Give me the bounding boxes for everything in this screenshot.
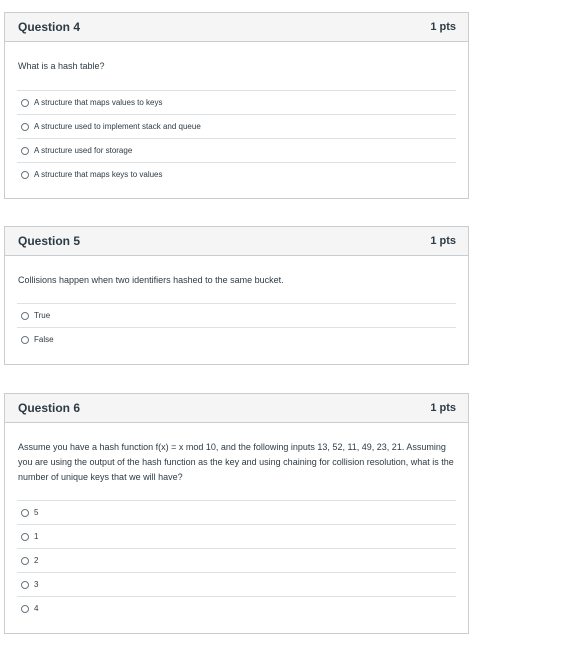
answer-label: 3 [34, 580, 39, 589]
question-header [5, 227, 468, 256]
question-title: Question 6 [18, 401, 81, 415]
answer-label: False [34, 335, 54, 344]
answer-option[interactable] [17, 327, 456, 351]
answer-label: 1 [34, 532, 39, 541]
answer-label: 2 [34, 556, 39, 565]
question-5 [4, 226, 469, 365]
answer-list [17, 90, 456, 186]
radio-button[interactable] [21, 147, 29, 155]
radio-button[interactable] [21, 509, 29, 517]
question-points: 1 pts [430, 235, 456, 247]
radio-button[interactable] [21, 99, 29, 107]
answer-label: A structure used for storage [34, 146, 133, 155]
question-text: Assume you have a hash function f(x) = x mod 10, and the following inputs 13, 52, 11, 49, 23, 21. Assuming you are using the output of the hash function as the key and using chaining for collision resolution, what is the number of unique keys that we will have? [18, 442, 454, 482]
radio-button[interactable] [21, 123, 29, 131]
answer-option[interactable] [17, 162, 456, 186]
answer-label: A structure that maps values to keys [34, 98, 163, 107]
radio-button[interactable] [21, 336, 29, 344]
answer-list [17, 303, 456, 351]
answer-label: A structure that maps keys to values [34, 170, 163, 179]
answer-label: 5 [34, 508, 39, 517]
radio-button[interactable] [21, 581, 29, 589]
answer-option[interactable] [17, 90, 456, 114]
answer-option[interactable] [17, 596, 456, 620]
answer-label: True [34, 311, 51, 320]
question-points: 1 pts [430, 21, 456, 33]
answer-option[interactable] [17, 500, 456, 524]
answer-option[interactable] [17, 138, 456, 162]
radio-button[interactable] [21, 533, 29, 541]
radio-button[interactable] [21, 605, 29, 613]
answer-option[interactable] [17, 524, 456, 548]
question-title: Question 4 [18, 20, 81, 34]
answer-label: A structure used to implement stack and queue [34, 122, 201, 131]
answer-option[interactable] [17, 572, 456, 596]
answer-option[interactable] [17, 114, 456, 138]
question-4 [4, 12, 469, 199]
question-points: 1 pts [430, 402, 456, 414]
answer-label: 4 [34, 604, 39, 613]
radio-button[interactable] [21, 312, 29, 320]
question-header [5, 13, 468, 42]
answer-option[interactable] [17, 303, 456, 327]
answer-option[interactable] [17, 548, 456, 572]
question-text: Collisions happen when two identifiers hashed to the same bucket. [18, 275, 284, 285]
radio-button[interactable] [21, 171, 29, 179]
answer-list [17, 500, 456, 620]
radio-button[interactable] [21, 557, 29, 565]
question-header [5, 394, 468, 423]
question-text: What is a hash table? [18, 61, 105, 71]
question-title: Question 5 [18, 234, 81, 248]
question-6 [4, 393, 469, 634]
